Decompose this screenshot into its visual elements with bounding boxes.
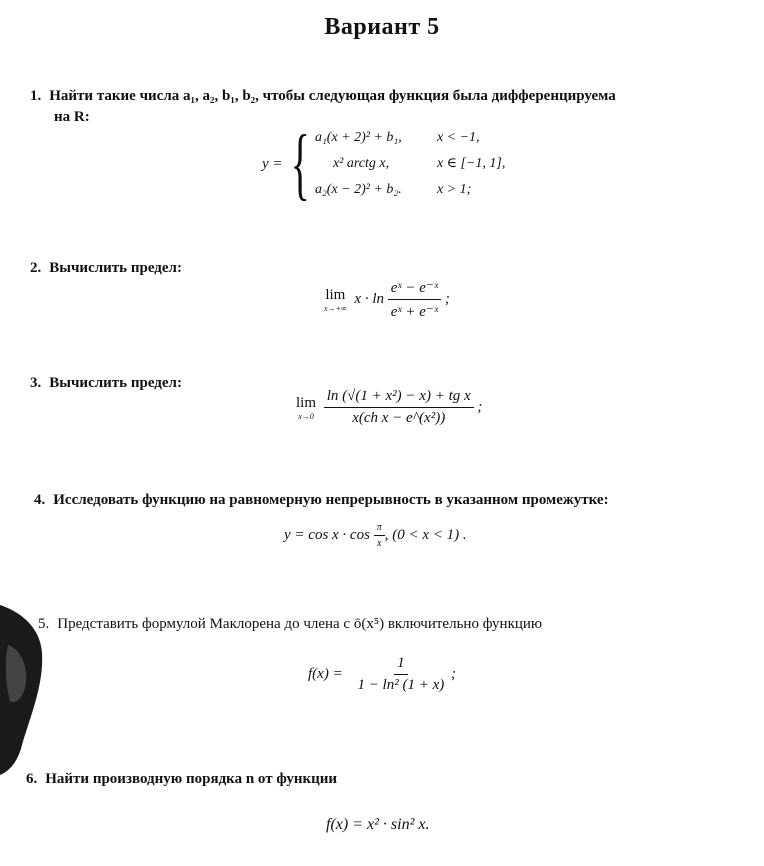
- limit-formula-2: [324, 278, 450, 321]
- task-text: Вычислить предел:: [49, 375, 182, 391]
- lim-label: lim: [325, 286, 346, 303]
- case-condition: x < −1,: [436, 130, 480, 145]
- task-text: Исследовать функцию на равномерную непрерывность в указанном промежутке:: [53, 492, 609, 508]
- formula-end: ;: [444, 290, 450, 307]
- task-number: 5.: [38, 616, 50, 632]
- formula-tail: , (0 < x < 1) .: [384, 526, 467, 543]
- function-formula-5: [308, 655, 456, 694]
- task-3: [30, 375, 182, 392]
- limit-formula-3: [296, 388, 482, 427]
- left-brace: {: [290, 120, 310, 208]
- fraction-numerator: ln (√(1 + x²) − x) + tg x: [324, 388, 474, 408]
- formula-lhs: f(x) =: [308, 665, 343, 682]
- task-6: [26, 771, 337, 788]
- case-row: [315, 177, 505, 203]
- fraction-numerator: 1: [394, 655, 408, 675]
- lim-subscript: x→0: [298, 411, 314, 421]
- case-condition: x > 1;: [436, 182, 472, 197]
- task-1: [30, 88, 616, 105]
- page-title: Вариант 5: [324, 14, 440, 40]
- formula-end: ;: [477, 398, 483, 415]
- task-number: 6.: [26, 771, 38, 787]
- task-1-text-continued: [54, 109, 90, 126]
- fraction-numerator: eˣ − e⁻ˣ: [388, 278, 441, 300]
- formula-prefix: x · ln: [354, 290, 384, 307]
- case-row: [315, 125, 505, 151]
- task-text: Найти такие числа a₁, a₂, b₁, b₂, чтобы следующая функция была дифференцируема: [49, 88, 616, 104]
- fraction-denominator: x(ch x − e^(x²)): [352, 410, 446, 426]
- formula-lhs: y =: [262, 155, 283, 172]
- task-text: Представить формулой Маклорена до члена с ō(x⁵) включительно функцию: [57, 616, 543, 632]
- task-text: на R:: [54, 109, 90, 125]
- limit-operator: [296, 395, 316, 421]
- fraction-numerator: π: [374, 522, 385, 536]
- case-expression: a₂(x − 2)² + b₂.: [314, 182, 402, 197]
- cases-list: [315, 125, 505, 203]
- fraction: [354, 655, 447, 694]
- case-condition: x ∈ [−1, 1],: [436, 156, 506, 171]
- fraction-denominator: eˣ + e⁻ˣ: [390, 304, 439, 320]
- fraction: [388, 278, 441, 321]
- formula-main: f(x) = x² · sin² x.: [326, 816, 430, 833]
- task-number: 4.: [34, 492, 46, 508]
- task-2: [30, 260, 182, 277]
- fraction: [324, 388, 474, 427]
- fraction: [374, 522, 385, 549]
- scan-shadow-artifact: [0, 605, 46, 775]
- case-expression: a₁(x + 2)² + b₁,: [314, 130, 402, 145]
- task-text: Найти производную порядка n от функции: [45, 771, 338, 787]
- formula-end: ;: [451, 665, 456, 682]
- limit-operator: [324, 287, 347, 313]
- piecewise-formula: [262, 120, 506, 208]
- task-number: 2.: [30, 260, 42, 276]
- case-row: [315, 151, 505, 177]
- function-formula-6: [326, 816, 429, 834]
- task-number: 3.: [30, 375, 42, 391]
- case-expression: x² arctg x,: [332, 156, 390, 171]
- function-formula-4: [284, 522, 467, 549]
- fraction-denominator: x: [376, 538, 382, 549]
- formula-main: y = cos x · cos: [284, 526, 370, 543]
- lim-label: lim: [296, 394, 317, 411]
- task-text: Вычислить предел:: [49, 260, 182, 276]
- task-5: [38, 616, 542, 633]
- task-number: 1.: [30, 88, 42, 104]
- lim-subscript: x→+∞: [324, 303, 347, 313]
- task-4: [34, 492, 609, 509]
- fraction-denominator: 1 − ln² (1 + x): [357, 677, 445, 693]
